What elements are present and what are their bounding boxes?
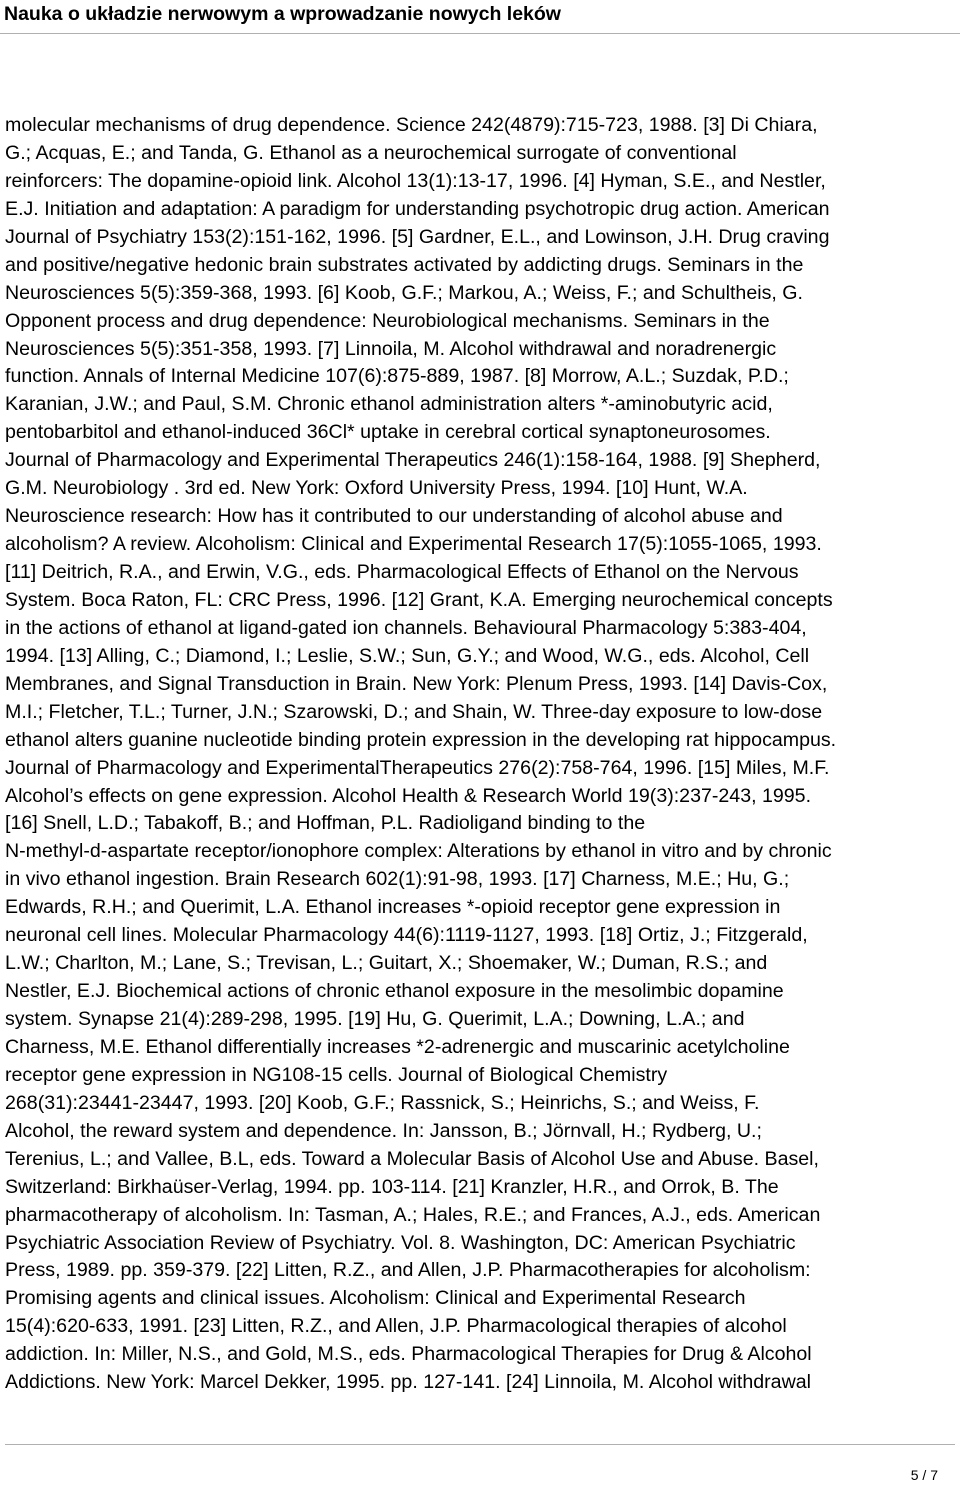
text-line: in the actions of ethanol at ligand-gated ion channels. Behavioural Pharmacology 5:383-404,	[5, 616, 807, 639]
text-line: addiction. In: Miller, N.S., and Gold, M.S., eds. Pharmacological Therapies for Drug & Alcohol	[5, 1343, 812, 1366]
text-line: Membranes, and Signal Transduction in Brain. New York: Plenum Press, 1993. [14] Davis-Cox,	[5, 672, 828, 695]
text-line: Neurosciences 5(5):359-368, 1993. [6] Koob, G.F.; Markou, A.; Weiss, F.; and Schultheis, G.	[5, 281, 803, 304]
text-line: Neurosciences 5(5):351-358, 1993. [7] Linnoila, M. Alcohol withdrawal and noradrenergic	[5, 337, 777, 360]
page-number: 5 / 7	[910, 1467, 938, 1483]
text-line: in vivo ethanol ingestion. Brain Research 602(1):91-98, 1993. [17] Charness, M.E.; Hu, G.;	[5, 868, 790, 891]
text-line: Psychiatric Association Review of Psychiatry. Vol. 8. Washington, DC: American Psychiatric	[5, 1231, 796, 1254]
text-line: alcoholism? A review. Alcoholism: Clinical and Experimental Research 17(5):1055-1065, 1993.	[5, 533, 822, 556]
document-title: Nauka o układzie nerwowym a wprowadzanie nowych leków	[4, 3, 561, 25]
text-line: pharmacotherapy of alcoholism. In: Tasman, A.; Hales, R.E.; and Frances, A.J., eds. American	[5, 1203, 821, 1226]
text-line: M.I.; Fletcher, T.L.; Turner, J.N.; Szarowski, D.; and Shain, W. Three-day exposure to low-dose	[5, 700, 823, 723]
text-line: Journal of Pharmacology and Experimental Therapeutics 246(1):158-164, 1988. [9] Shepherd,	[5, 449, 821, 472]
text-line: function. Annals of Internal Medicine 107(6):875-889, 1987. [8] Morrow, A.L.; Suzdak, P.D.;	[5, 365, 789, 388]
text-line: L.W.; Charlton, M.; Lane, S.; Trevisan, L.; Guitart, X.; Shoemaker, W.; Duman, R.S.; and	[5, 952, 768, 975]
text-line: G.; Acquas, E.; and Tanda, G. Ethanol as a neurochemical surrogate of conventional	[5, 141, 737, 164]
text-line: Karanian, J.W.; and Paul, S.M. Chronic ethanol administration alters *-aminobutyric acid,	[5, 393, 773, 416]
text-line: Alcohol, the reward system and dependence. In: Jansson, B.; Jörnvall, H.; Rydberg, U.;	[5, 1119, 762, 1142]
text-line: Journal of Psychiatry 153(2):151-162, 1996. [5] Gardner, E.L., and Lowinson, J.H. Drug craving	[5, 225, 830, 248]
text-line: Alcohol’s effects on gene expression. Alcohol Health & Research World 19(3):237-243, 1995.	[5, 784, 812, 807]
text-line: System. Boca Raton, FL: CRC Press, 1996. [12] Grant, K.A. Emerging neurochemical concepts	[5, 588, 833, 611]
text-line: Promising agents and clinical issues. Alcoholism: Clinical and Experimental Research	[5, 1287, 746, 1310]
text-line: reinforcers: The dopamine-opioid link. Alcohol 13(1):13-17, 1996. [4] Hyman, S.E., and Nestler,	[5, 169, 826, 192]
text-line: 1994. [13] Alling, C.; Diamond, I.; Leslie, S.W.; Sun, G.Y.; and Wood, W.G., eds. Alcohol, Cell	[5, 644, 810, 667]
text-line: Nestler, E.J. Biochemical actions of chronic ethanol exposure in the mesolimbic dopamine	[5, 980, 784, 1003]
text-line: G.M. Neurobiology . 3rd ed. New York: Oxford University Press, 1994. [10] Hunt, W.A.	[5, 477, 748, 500]
page-header	[0, 0, 960, 34]
text-line: Switzerland: Birkhaüser-Verlag, 1994. pp. 103-114. [21] Kranzler, H.R., and Orrok, B. The	[5, 1175, 779, 1198]
references-text	[5, 112, 955, 1397]
text-line: neuronal cell lines. Molecular Pharmacology 44(6):1119-1127, 1993. [18] Ortiz, J.; Fitzgerald,	[5, 924, 808, 947]
text-line: [16] Snell, L.D.; Tabakoff, B.; and Hoffman, P.L. Radioligand binding to the	[5, 812, 646, 835]
text-line: and positive/negative hedonic brain substrates activated by addicting drugs. Seminars in the	[5, 253, 804, 276]
text-line: receptor gene expression in NG108-15 cells. Journal of Biological Chemistry	[5, 1063, 668, 1086]
text-line: N-methyl-d-aspartate receptor/ionophore complex: Alterations by ethanol in vitro and by chronic	[5, 840, 832, 863]
text-line: Charness, M.E. Ethanol differentially increases *2-adrenergic and muscarinic acetylcholine	[5, 1035, 790, 1058]
text-line: pentobarbitol and ethanol-induced 36Cl* uptake in cerebral cortical synaptoneurosomes.	[5, 421, 771, 444]
text-line: system. Synapse 21(4):289-298, 1995. [19] Hu, G. Querimit, L.A.; Downing, L.A.; and	[5, 1008, 745, 1030]
text-line: Journal of Pharmacology and ExperimentalTherapeutics 276(2):758-764, 1996. [15] Miles, M.F.	[5, 756, 830, 779]
text-line: 15(4):620-633, 1991. [23] Litten, R.Z., and Allen, J.P. Pharmacological therapies of alcohol	[5, 1315, 787, 1338]
text-line: Terenius, L.; and Vallee, B.L, eds. Toward a Molecular Basis of Alcohol Use and Abuse. Basel,	[5, 1147, 819, 1170]
text-line: Opponent process and drug dependence: Neurobiological mechanisms. Seminars in the	[5, 309, 770, 332]
footer-divider	[5, 1444, 955, 1445]
text-line: E.J. Initiation and adaptation: A paradigm for understanding psychotropic drug action. American	[5, 197, 830, 220]
text-line: ethanol alters guanine nucleotide binding protein expression in the developing rat hippocampus.	[5, 728, 837, 751]
text-line: Edwards, R.H.; and Querimit, L.A. Ethanol increases *-opioid receptor gene expression in	[5, 896, 781, 919]
text-line: 268(31):23441-23447, 1993. [20] Koob, G.F.; Rassnick, S.; Heinrichs, S.; and Weiss, F.	[5, 1091, 760, 1114]
text-line: molecular mechanisms of drug dependence. Science 242(4879):715-723, 1988. [3] Di Chiara,	[5, 114, 818, 136]
text-line: Addictions. New York: Marcel Dekker, 1995. pp. 127-141. [24] Linnoila, M. Alcohol withdrawal	[5, 1371, 811, 1394]
text-line: Press, 1989. pp. 359-379. [22] Litten, R.Z., and Allen, J.P. Pharmacotherapies for alcoholism:	[5, 1259, 811, 1282]
text-line: [11] Deitrich, R.A., and Erwin, V.G., eds. Pharmacological Effects of Ethanol on the Nervous	[5, 561, 799, 583]
text-line: Neuroscience research: How has it contributed to our understanding of alcohol abuse and	[5, 505, 783, 528]
